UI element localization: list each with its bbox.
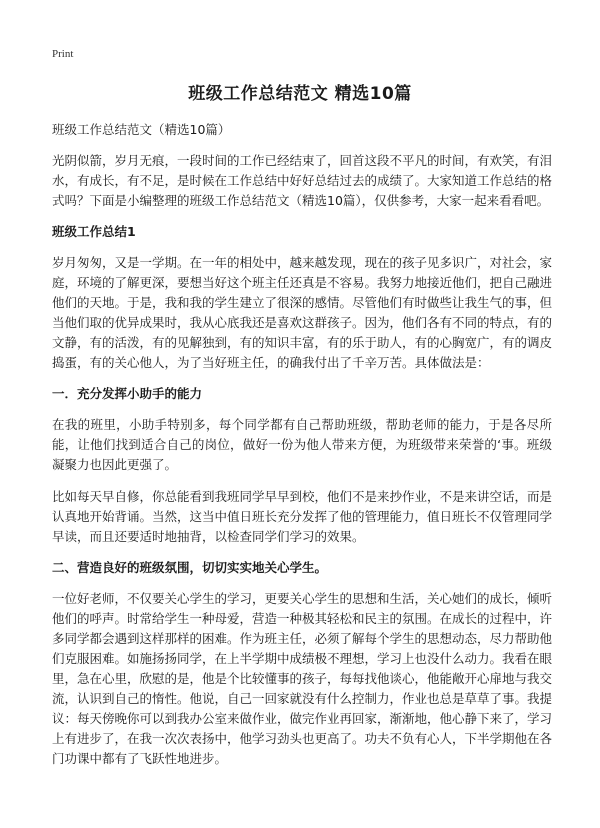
paragraph: 比如每天早自修，你总能看到我班同学早早到校，他们不是来抄作业，不是来讲空话，而是认真地开始背诵。当然，这当中值日班长充分发挥了他的管理能力，值日班长不仅管理同学早读，而且还要适时地抽背，以检查同学们学习的效果。	[52, 489, 553, 544]
article-subtitle: 班级工作总结范文（精选10篇）	[52, 122, 231, 137]
subsection-heading: 一．充分发挥小助手的能力	[52, 386, 203, 401]
paragraph: 岁月匆匆，又是一学期。在一年的相处中，越来越发现，现在的孩子见多识广，对社会，家庭，环境的了解更深，要想当好这个班主任还真是不容易。我努力地接近他们，把自己融进他们的天地。于是，我和我的学生建立了很深的感情。尽管他们有时做些让我生气的事，但当他们取的优异成果时，我从心底我还是喜欢这群孩子。因为，他们各有不同的特点，有的文静，有的活泼，有的见解独到，有的知识丰富，有的乐于助人，有的心胸宽广，有的调皮捣蛋，有的关心他人，为了当好班主任，的确我付出了千辛万苦。具体做法是：	[52, 255, 553, 370]
paragraph: 在我的班里，小助手特别多，每个同学都有自己帮助班级，帮助老师的能力，于是各尽所能，让他们找到适合自己的岗位，做好一份为他人带来方便，为班级带来荣誉的‘事。班级凝聚力也因此更强了。	[52, 417, 552, 472]
article-body	[52, 121, 552, 781]
print-label[interactable]: Print	[52, 48, 74, 60]
intro-paragraph: 光阴似箭，岁月无痕，一段时间的工作已经结束了，回首这段不平凡的时间，有欢笑，有泪水，有成长，有不足，是时候在工作总结中好好总结过去的成绩了。大家知道工作总结的格式吗？下面是小编整理的班级工作总结范文（精选10篇），仅供参考，大家一起来看看吧。	[52, 153, 553, 208]
section-heading: 班级工作总结1	[52, 224, 136, 239]
paragraph: 一位好老师，不仅要关心学生的学习，更要关心学生的思想和生活，关心她们的成长，倾听他们的呼声。时常给学生一种母爱，营造一种极其轻松和民主的氛围。在成长的过程中，许多同学都会遇到这样那样的困难。作为班主任，必须了解每个学生的思想动态，尽力帮助他们克服困难。如施扬扬同学，在上半学期中成绩极不理想，学习上也没什么动力。我看在眼里，急在心里，欣慰的是，他是个比较懂事的孩子，每每找他谈心，他能敞开心扉地与我交流，认识到自己的惰性。他说，自己一回家就没有什么控制力，作业也总是草草了事。我提议：每天傍晚你可以到我办公室来做作业，做完作业再回家，渐渐地，他心静下来了，学习上有进步了，在我一次次表扬中，他学习劲头也更高了。功夫不负有心人，下半学期他在各门功课中都有了飞跃性地进步。	[52, 591, 553, 766]
page-title: 班级工作总结范文 精选10篇	[188, 84, 412, 104]
subsection-heading: 二、营造良好的班级氛围，切切实实地关心学生。	[52, 560, 328, 575]
